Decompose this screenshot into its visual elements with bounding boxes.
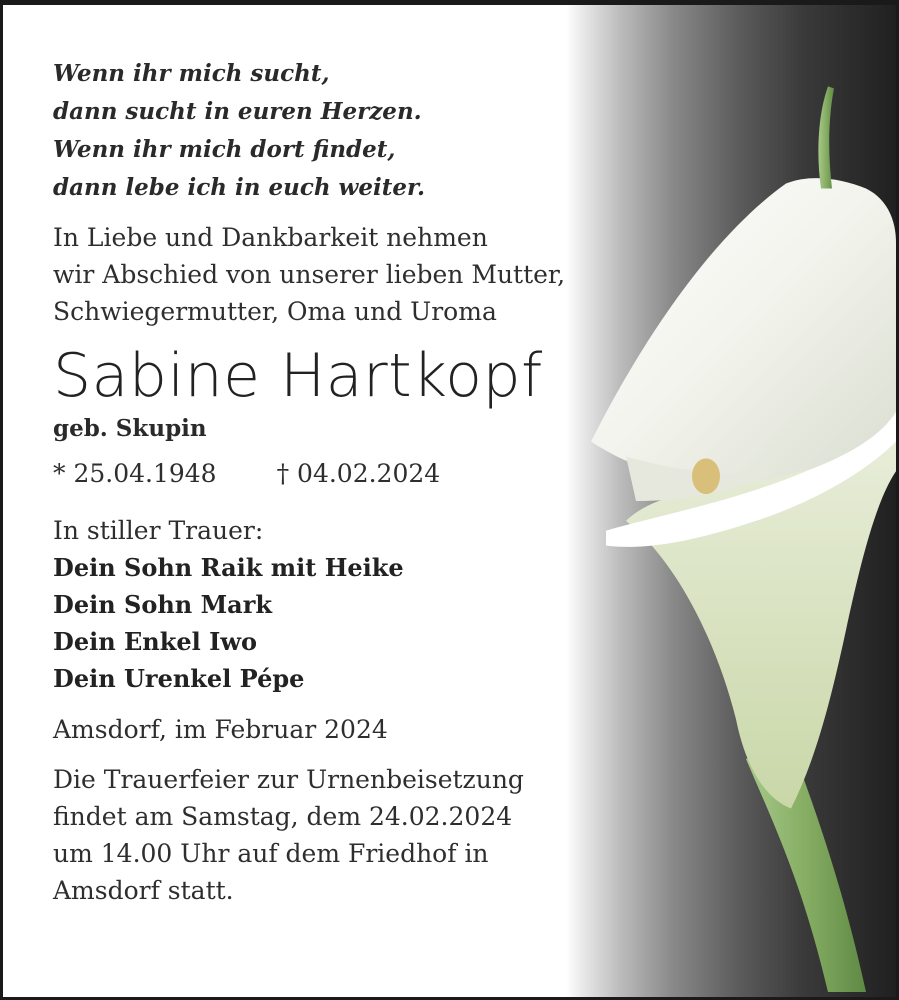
calla-lily-icon: [566, 5, 896, 997]
mourners-heading: In stiller Trauer:: [53, 516, 264, 545]
birth-date: * 25.04.1948: [53, 459, 217, 488]
intro-line: Schwiegermutter, Oma und Uroma: [53, 297, 497, 326]
birth-name: geb. Skupin: [53, 415, 207, 442]
intro-line: In Liebe und Dankbarkeit nehmen: [53, 223, 488, 252]
place-date: Amsdorf, im Februar 2024: [53, 715, 388, 744]
ceremony-line: findet am Samstag, dem 24.02.2024: [53, 802, 513, 831]
calla-lily-image: [566, 5, 896, 997]
poem-line: Wenn ihr mich dort findet,: [53, 136, 396, 163]
intro-text: [53, 219, 613, 330]
poem-line: Wenn ihr mich sucht,: [53, 60, 330, 87]
mourner-name: Dein Enkel Iwo: [53, 627, 258, 656]
ceremony-info: [53, 761, 613, 909]
deceased-name: Sabine Hartkopf: [53, 341, 543, 411]
ceremony-line: um 14.00 Uhr auf dem Friedhof in: [53, 839, 489, 868]
ceremony-line: Die Trauerfeier zur Urnenbeisetzung: [53, 765, 524, 794]
life-dates: [53, 458, 613, 490]
mourner-name: Dein Urenkel Pépe: [53, 664, 305, 693]
mourner-name: Dein Sohn Mark: [53, 590, 272, 619]
poem-line: dann sucht in euren Herzen.: [53, 98, 422, 125]
notice-text: [53, 55, 613, 909]
ceremony-line: Amsdorf statt.: [53, 876, 234, 905]
death-date: † 04.02.2024: [276, 459, 441, 488]
poem-line: dann lebe ich in euch weiter.: [53, 174, 425, 201]
intro-line: wir Abschied von unserer lieben Mutter,: [53, 260, 566, 289]
poem: [53, 55, 613, 207]
mourners: [53, 512, 613, 697]
mourner-name: Dein Sohn Raik mit Heike: [53, 553, 404, 582]
